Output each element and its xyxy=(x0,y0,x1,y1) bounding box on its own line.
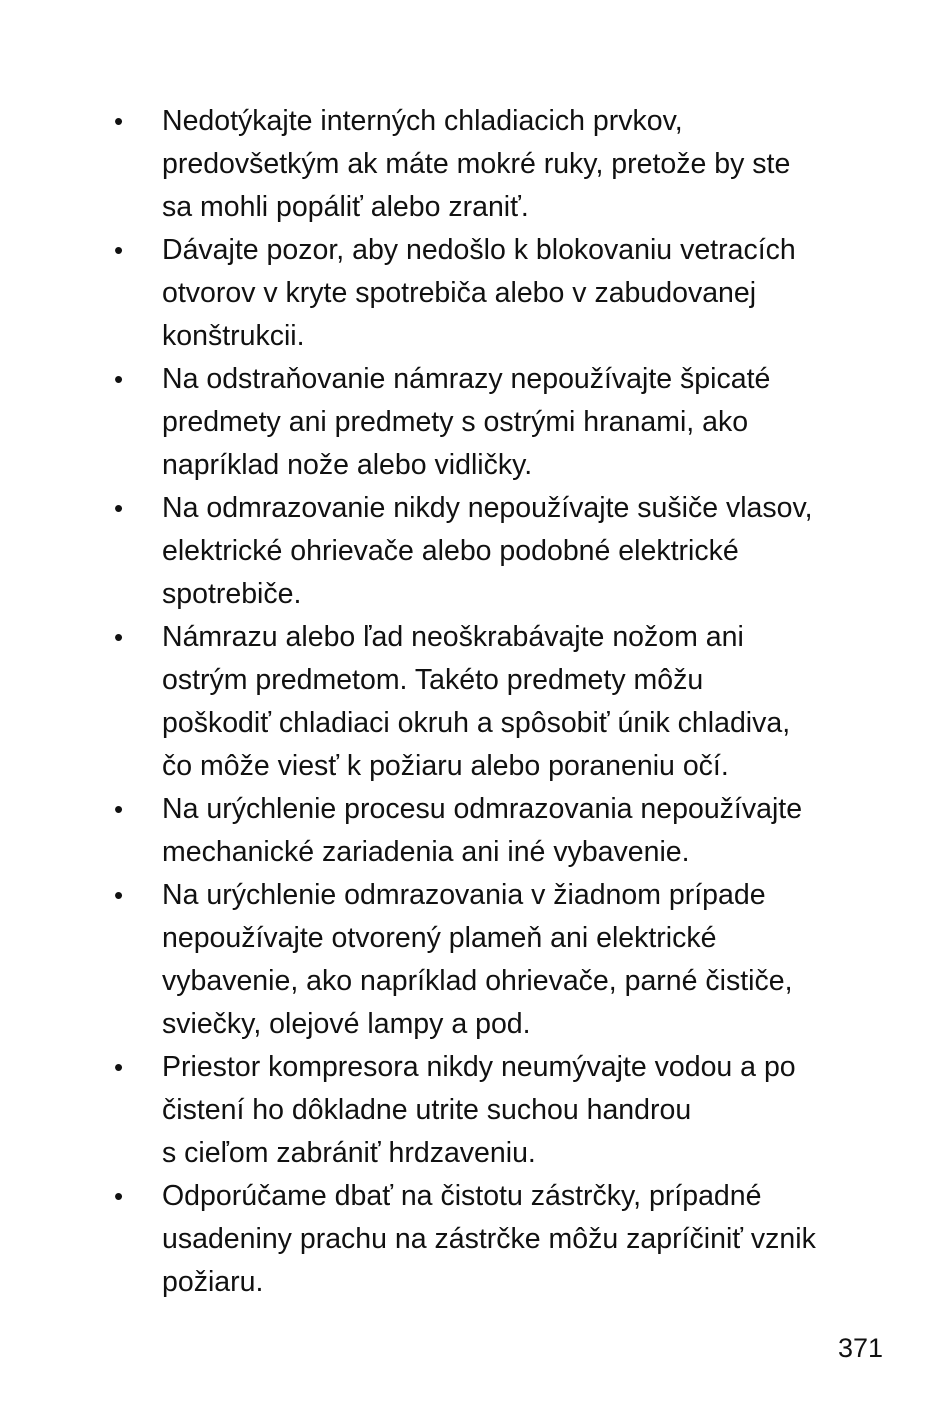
bullet-icon: • xyxy=(114,364,124,394)
list-item xyxy=(110,874,900,1046)
list-item xyxy=(110,487,900,616)
list-item xyxy=(110,358,900,487)
text-line: sa mohli popáliť alebo zraniť. xyxy=(162,191,529,223)
page-number: 371 xyxy=(837,1333,883,1363)
bullet-icon: • xyxy=(114,235,124,265)
text-line: vybavenie, ako napríklad ohrievače, parné čističe, xyxy=(162,965,793,997)
list-item xyxy=(110,616,900,788)
text-line: požiaru. xyxy=(162,1266,264,1298)
text-line: Odporúčame dbať na čistotu zástrčky, prípadné xyxy=(162,1180,762,1212)
bullet-icon: • xyxy=(114,794,124,824)
text-line: napríklad nože alebo vidličky. xyxy=(162,449,533,481)
text-line: čo môže viesť k požiaru alebo poraneniu očí. xyxy=(162,750,729,782)
bullet-text xyxy=(162,100,900,229)
text-line: otvorov v kryte spotrebiča alebo v zabudovanej xyxy=(162,277,757,309)
text-line: ostrým predmetom. Takéto predmety môžu xyxy=(162,664,704,696)
bullet-text xyxy=(162,616,900,788)
text-line: mechanické zariadenia ani iné vybavenie. xyxy=(162,836,690,868)
text-line: usadeniny prachu na zástrčke môžu zapríčiniť vznik xyxy=(162,1223,816,1255)
text-line: nepoužívajte otvorený plameň ani elektrické xyxy=(162,922,717,954)
list-item xyxy=(110,1175,900,1304)
text-line: Na odmrazovanie nikdy nepoužívajte sušiče vlasov, xyxy=(162,492,813,524)
list-item xyxy=(110,788,900,874)
text-line: Na odstraňovanie námrazy nepoužívajte špicaté xyxy=(162,363,771,395)
text-line: poškodiť chladiaci okruh a spôsobiť únik chladiva, xyxy=(162,707,791,739)
text-line: predmety ani predmety s ostrými hranami, ako xyxy=(162,406,749,438)
bullet-text xyxy=(162,1175,900,1304)
text-line: Námrazu alebo ľad neoškrabávajte nožom ani xyxy=(162,621,744,653)
bullet-text xyxy=(162,487,900,616)
bullet-icon: • xyxy=(114,106,124,136)
bullet-icon: • xyxy=(114,880,124,910)
bullet-text xyxy=(162,874,900,1046)
text-line: Na urýchlenie procesu odmrazovania nepoužívajte xyxy=(162,793,803,825)
text-line: čistení ho dôkladne utrite suchou handrou xyxy=(162,1094,692,1126)
bullet-icon: • xyxy=(114,622,124,652)
text-line: Priestor kompresora nikdy neumývajte vodou a po xyxy=(162,1051,796,1083)
bullet-text xyxy=(162,788,900,874)
text-line: s cieľom zabrániť hrdzaveniu. xyxy=(162,1137,536,1169)
bullet-text xyxy=(162,1046,900,1175)
list-item xyxy=(110,100,900,229)
text-line: Nedotýkajte interných chladiacich prvkov, xyxy=(162,105,683,137)
bullet-text xyxy=(162,358,900,487)
bullet-icon: • xyxy=(114,493,124,523)
bullet-text xyxy=(162,229,900,358)
text-line: Dávajte pozor, aby nedošlo k blokovaniu vetracích xyxy=(162,234,796,266)
bullet-icon: • xyxy=(114,1052,124,1082)
text-line: Na urýchlenie odmrazovania v žiadnom prípade xyxy=(162,879,766,911)
text-line: predovšetkým ak máte mokré ruky, pretože by ste xyxy=(162,148,791,180)
safety-bullet-list xyxy=(110,100,900,1304)
list-item xyxy=(110,229,900,358)
bullet-icon: • xyxy=(114,1181,124,1211)
text-line: konštrukcii. xyxy=(162,320,305,352)
text-line: elektrické ohrievače alebo podobné elektrické xyxy=(162,535,739,567)
text-line: sviečky, olejové lampy a pod. xyxy=(162,1008,531,1040)
list-item xyxy=(110,1046,900,1175)
text-line: spotrebiče. xyxy=(162,578,302,610)
